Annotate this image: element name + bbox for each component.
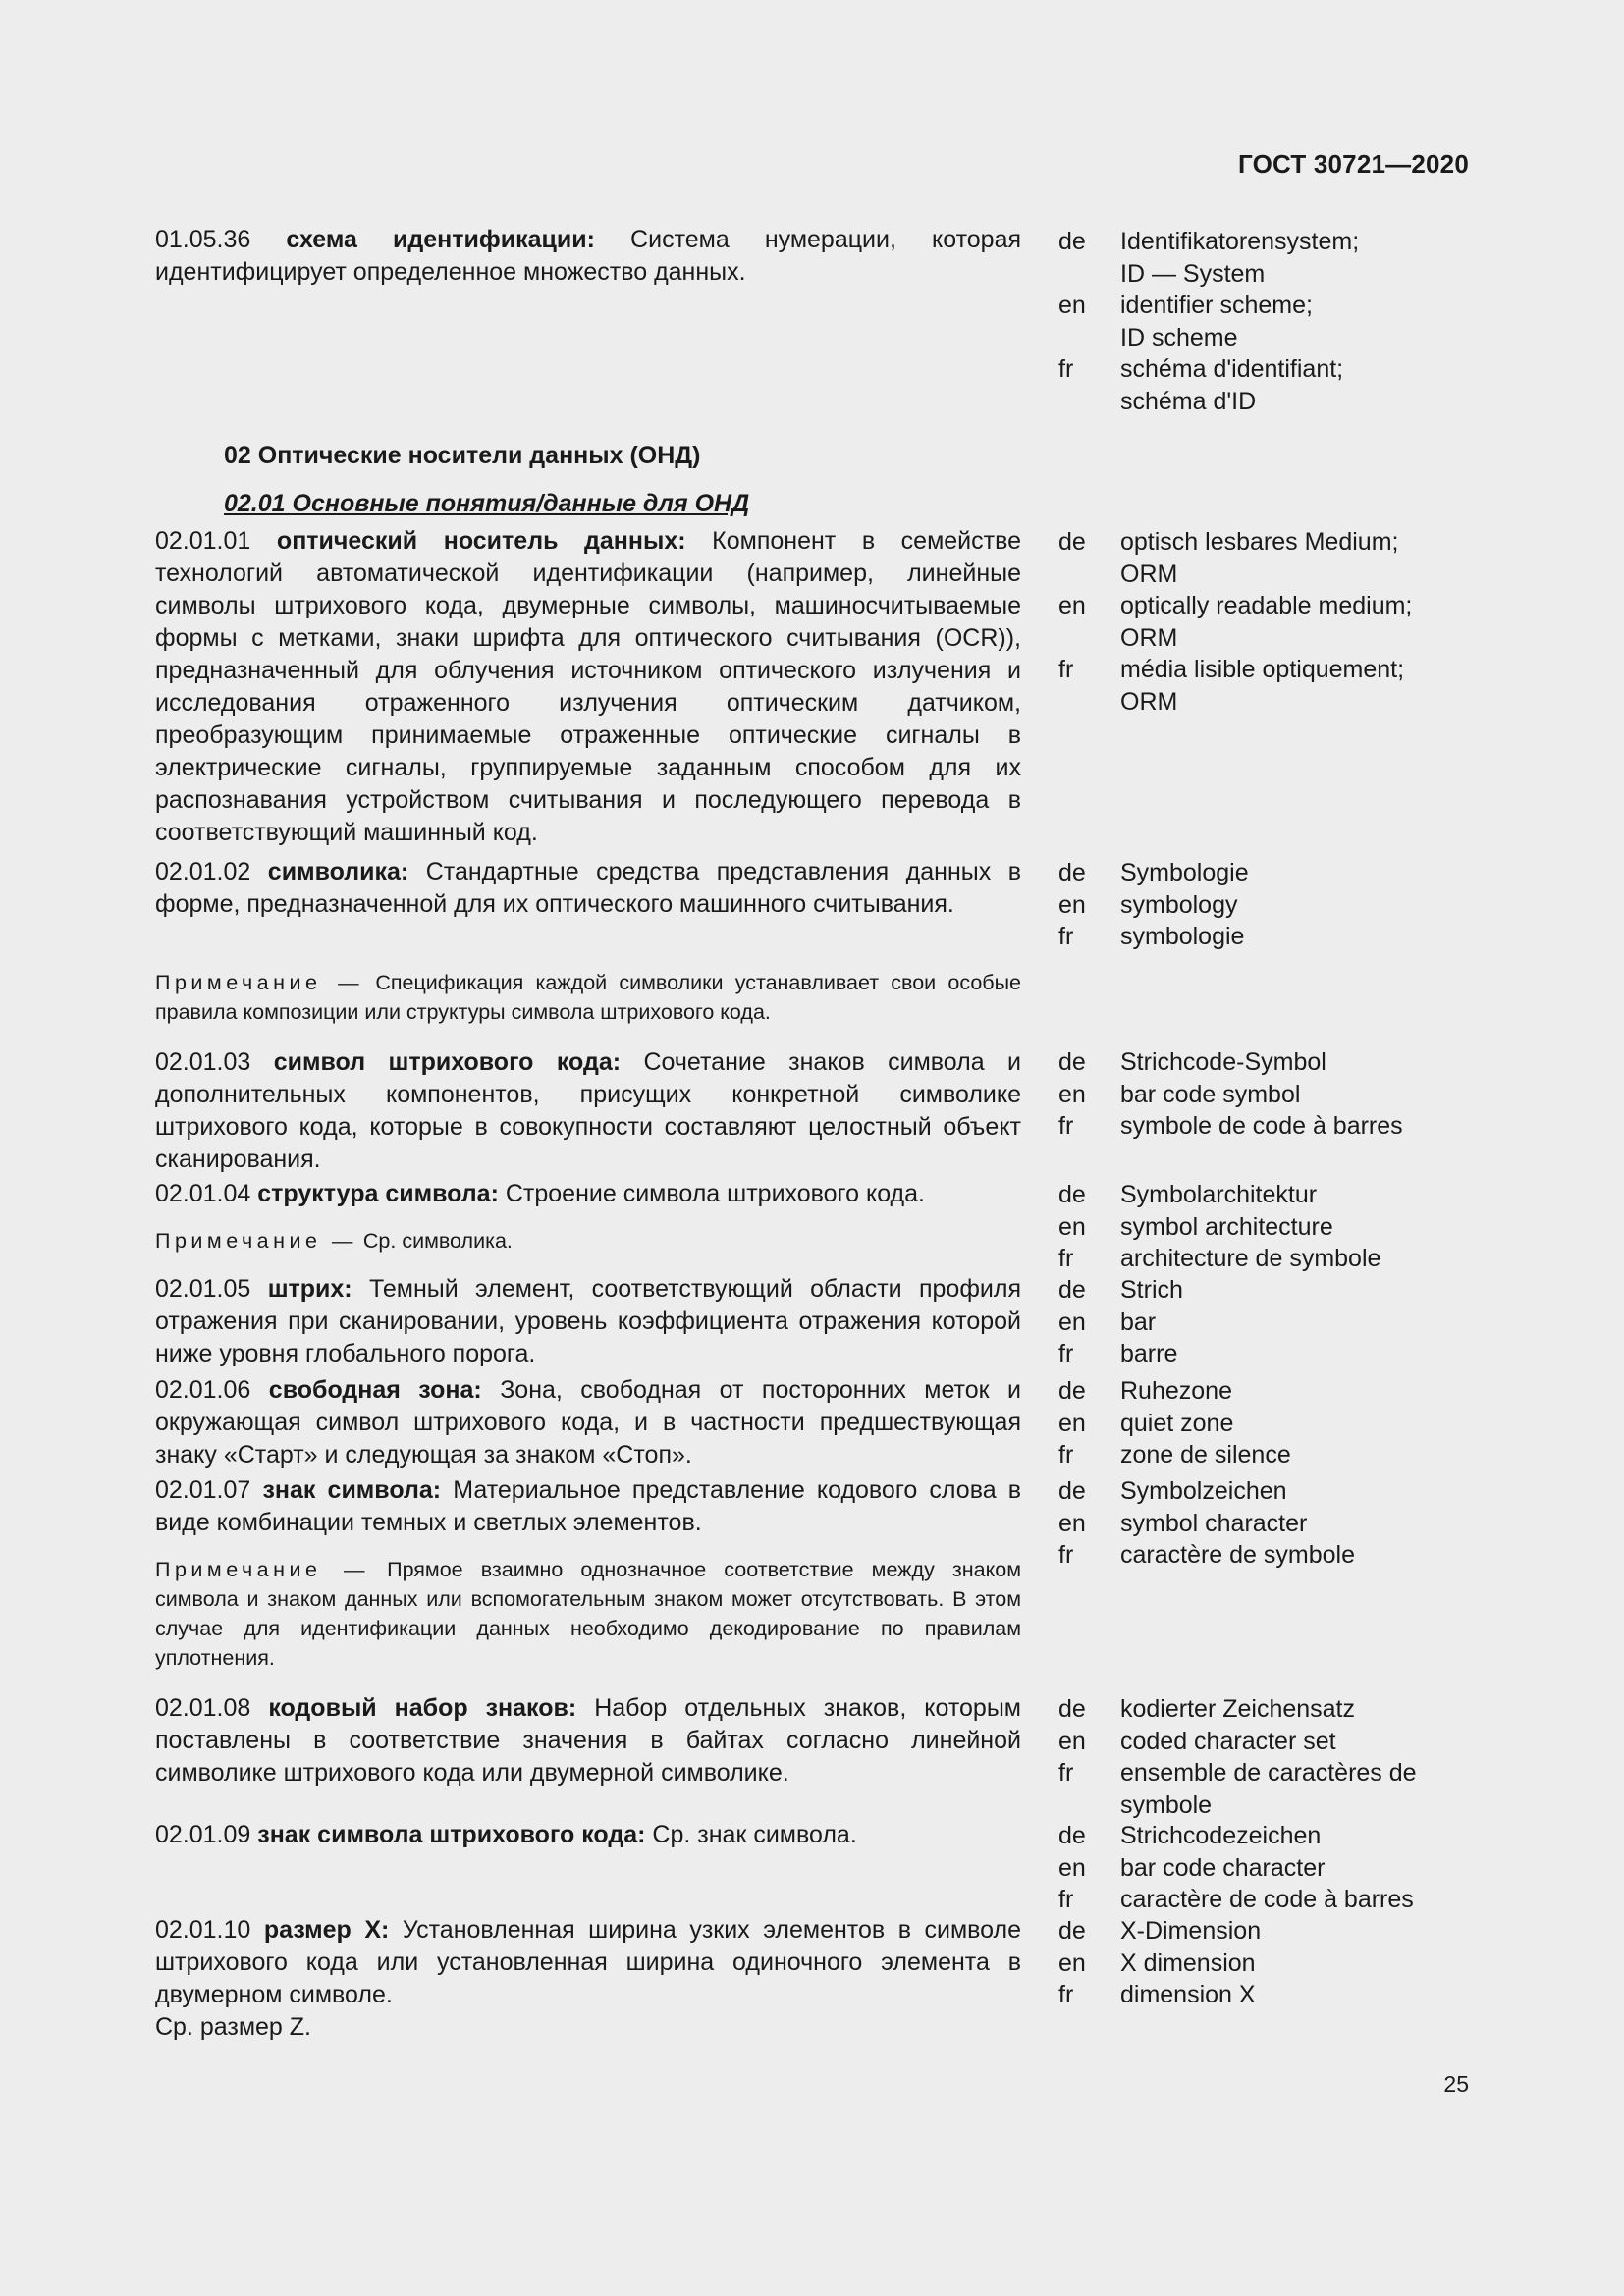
term-translations (1058, 1475, 1471, 1572)
term-definition: Зона, свободная от посторонних меток и окружающая символ штрихового кода, и в частности предшествующая знаку «Старт» и следующая за знаком «Стоп». (155, 1376, 1021, 1468)
translated-term: ensemble de caractères de (1120, 1759, 1417, 1787)
language-code: de (1058, 1181, 1086, 1208)
translated-term: dimension X (1120, 1981, 1256, 2008)
language-code (1058, 622, 1120, 655)
translated-term: schéma d'identifiant; (1120, 355, 1344, 383)
translated-term: ORM (1120, 560, 1178, 588)
translation-row (1058, 1408, 1471, 1440)
term-name: оптический носитель данных: (276, 527, 686, 555)
translated-term: symbology (1120, 890, 1238, 919)
translated-term: Symbolzeichen (1120, 1477, 1287, 1505)
translated-term: kodierter Zeichensatz (1120, 1695, 1356, 1723)
translated-term: Symbolarchitektur (1120, 1181, 1318, 1208)
term-definition: Установленная ширина узких элементов в символе штрихового кода или установленная ширина одиночного элемента в двумерном символе. (155, 1916, 1022, 2008)
language-code: fr (1058, 1340, 1074, 1367)
translation-row (1058, 559, 1471, 591)
term-definition: Набор отдельных знаков, которым поставлены в соответствие значения в байтах согласно линейной символике штрихового кода или двумерной символике. (155, 1694, 1021, 1787)
translated-term: symbol character (1120, 1509, 1308, 1537)
translated-term: barre (1120, 1340, 1178, 1367)
translation-row (1058, 1508, 1471, 1540)
language-code: fr (1058, 1981, 1074, 2008)
translated-term: ID scheme (1120, 323, 1238, 351)
translation-row (1058, 1079, 1471, 1111)
term-entry (155, 525, 1021, 849)
language-code: en (1058, 1853, 1086, 1882)
term-entry (155, 1046, 1021, 1176)
term-definition: Строение символа штрихового кода. (505, 1180, 925, 1207)
language-code: en (1058, 1080, 1086, 1108)
language-code: de (1058, 228, 1086, 255)
language-code (1058, 322, 1120, 354)
note-text: Ср. символика. (362, 1229, 513, 1253)
term-translations (1058, 226, 1471, 417)
language-code: fr (1058, 656, 1074, 683)
term-name: символ штрихового кода: (273, 1048, 622, 1076)
term-crossref: Ср. размер Z. (155, 2013, 311, 2041)
term-number: 02.01.05 (155, 1275, 251, 1303)
term-translations (1058, 1046, 1471, 1143)
translated-term: Symbologie (1120, 859, 1249, 886)
translation-row (1058, 1110, 1471, 1143)
translated-term: symbol architecture (1120, 1212, 1333, 1241)
language-code: de (1058, 1048, 1086, 1076)
language-code: fr (1058, 1441, 1074, 1468)
term-translations (1058, 526, 1471, 718)
language-code: fr (1058, 1541, 1074, 1569)
translated-term: Strich (1120, 1276, 1183, 1304)
translation-row (1058, 1852, 1471, 1885)
page-number: 25 (1443, 2071, 1469, 2097)
translated-term: X dimension (1120, 1949, 1256, 1977)
term-translations (1058, 1693, 1471, 1821)
term-translations (1058, 1915, 1471, 2011)
translation-row (1058, 857, 1471, 889)
translation-row (1058, 1243, 1471, 1275)
translation-row (1058, 322, 1471, 354)
language-code (1058, 559, 1120, 591)
translation-row (1058, 1820, 1471, 1852)
translation-row (1058, 1338, 1471, 1370)
term-entry (155, 1178, 1021, 1210)
language-code: en (1058, 890, 1086, 919)
translation-row (1058, 686, 1471, 719)
translated-term: Ruhezone (1120, 1377, 1232, 1405)
translation-row (1058, 1046, 1471, 1079)
translated-term: coded character set (1120, 1727, 1336, 1755)
term-entry (155, 1819, 1021, 1851)
translated-term: identifier scheme; (1120, 292, 1313, 319)
term-entry (155, 1914, 1021, 2044)
language-code: fr (1058, 1759, 1074, 1787)
language-code: de (1058, 1917, 1086, 1945)
term-number: 02.01.01 (155, 527, 251, 555)
translation-row (1058, 1307, 1471, 1339)
translation-row (1058, 1948, 1471, 1980)
translation-row (1058, 226, 1471, 258)
term-name: схема идентификации: (286, 226, 595, 253)
translation-row (1058, 1979, 1471, 2011)
translation-row (1058, 1693, 1471, 1726)
term-number: 02.01.02 (155, 858, 251, 885)
term-translations (1058, 1274, 1471, 1370)
translation-row (1058, 1439, 1471, 1471)
language-code: fr (1058, 1886, 1074, 1913)
language-code (1058, 386, 1120, 418)
term-translations (1058, 1820, 1471, 1916)
language-code: de (1058, 1822, 1086, 1849)
language-code: en (1058, 292, 1086, 319)
translation-row (1058, 590, 1471, 622)
language-code (1058, 686, 1120, 719)
term-translations (1058, 1375, 1471, 1471)
language-code: en (1058, 1212, 1086, 1241)
translation-row (1058, 258, 1471, 291)
translated-term: schéma d'ID (1120, 387, 1257, 415)
language-code: fr (1058, 355, 1074, 383)
term-number: 02.01.09 (155, 1821, 251, 1848)
translated-term: symbole de code à barres (1120, 1112, 1403, 1140)
translation-row (1058, 353, 1471, 386)
note-text: Прямое взаимно однозначное соответствие между знаком символа и знаком данных или вспомогательным знаком может отсутствовать. В этом случае для идентификации данных необходимо декодирование по правилам уплотнения. (155, 1558, 1021, 1670)
term-note (155, 1226, 1021, 1255)
translated-term: bar code symbol (1120, 1080, 1301, 1108)
translated-term: X-Dimension (1120, 1917, 1262, 1945)
term-number: 01.05.36 (155, 226, 251, 253)
term-entry (155, 1474, 1021, 1539)
translated-term: Identifikatorensystem; (1120, 228, 1360, 255)
language-code: de (1058, 859, 1086, 886)
translation-row (1058, 1179, 1471, 1211)
translated-term: bar (1120, 1308, 1157, 1336)
term-definition: Компонент в семействе технологий автоматической идентификации (например, линейные символы штрихового кода, двумерные символы, машиносчитываемые формы с метками, знаки шрифта для оптического считывания (OCR)), предназначенный для облучения источником оптического излучения и исследования отраженного излучения оптическим датчиком, преобразующим принимаемые отраженные оптические сигналы в электрические сигналы, группируемые заданным способом для их распознавания устройством считывания и последующего перевода в соответствующий машинный код. (155, 527, 1021, 846)
translated-term: zone de silence (1120, 1441, 1291, 1468)
term-name: структура символа: (257, 1180, 499, 1207)
translated-term: ORM (1120, 687, 1178, 716)
language-code (1058, 258, 1120, 291)
language-code: de (1058, 1695, 1086, 1723)
standard-code: ГОСТ 30721—2020 (1238, 149, 1469, 179)
term-definition: Сочетание знаков символа и дополнительных компонентов, присущих конкретной символике штрихового кода, которые в совокупности составляют целостный объект сканирования. (155, 1048, 1022, 1173)
section-title: 02 Оптические носители данных (ОНД) (224, 442, 701, 469)
term-number: 02.01.07 (155, 1476, 251, 1504)
translated-term: ID — System (1120, 259, 1266, 288)
translated-term: Strichcode-Symbol (1120, 1048, 1326, 1076)
translation-row (1058, 1539, 1471, 1572)
language-code: de (1058, 1477, 1086, 1505)
term-entry (155, 1374, 1021, 1471)
translated-term: caractère de symbole (1120, 1541, 1356, 1569)
language-code: en (1058, 1308, 1086, 1336)
translation-row (1058, 654, 1471, 686)
language-code: en (1058, 1949, 1086, 1977)
translation-row (1058, 921, 1471, 953)
language-code: en (1058, 1409, 1086, 1437)
translation-row (1058, 386, 1471, 418)
term-name: знак символа штрихового кода: (257, 1821, 646, 1848)
translated-term: optically readable medium; (1120, 592, 1413, 619)
note-label: Примечание — (155, 1229, 357, 1253)
term-definition: Система нумерации, которая идентифицирует определенное множество данных. (155, 226, 1022, 286)
translation-row (1058, 1757, 1471, 1789)
translation-row (1058, 889, 1471, 922)
translation-row (1058, 1726, 1471, 1758)
translation-row (1058, 290, 1471, 322)
translated-term: symbole (1120, 1790, 1213, 1819)
note-label: Примечание — (155, 971, 364, 994)
term-name: размер X: (263, 1916, 390, 1944)
term-number: 02.01.06 (155, 1376, 251, 1404)
term-translations (1058, 857, 1471, 953)
term-name: свободная зона: (268, 1376, 482, 1404)
translated-term: bar code character (1120, 1853, 1326, 1882)
translation-row (1058, 1211, 1471, 1244)
translated-term: architecture de symbole (1120, 1245, 1381, 1272)
term-definition: Ср. знак символа. (652, 1821, 857, 1848)
translation-row (1058, 1789, 1471, 1822)
term-number: 02.01.04 (155, 1180, 251, 1207)
translated-term: symbologie (1120, 923, 1245, 950)
translation-row (1058, 1915, 1471, 1948)
language-code: en (1058, 592, 1086, 619)
term-definition: Материальное представление кодового слова в виде комбинации темных и светлых элементов. (155, 1476, 1022, 1536)
translated-term: quiet zone (1120, 1409, 1234, 1437)
translated-term: optisch lesbares Medium; (1120, 528, 1399, 556)
term-number: 02.01.03 (155, 1048, 251, 1076)
translated-term: caractère de code à barres (1120, 1886, 1414, 1913)
translation-row (1058, 1375, 1471, 1408)
term-translations (1058, 1179, 1471, 1275)
term-entry (155, 856, 1021, 921)
term-entry (155, 1692, 1021, 1789)
term-name: знак символа: (262, 1476, 442, 1504)
term-name: штрих: (267, 1275, 352, 1303)
language-code: fr (1058, 1245, 1074, 1272)
term-entry (155, 1273, 1021, 1370)
language-code: de (1058, 1276, 1086, 1304)
language-code: de (1058, 1377, 1086, 1405)
term-note (155, 968, 1021, 1027)
language-code: fr (1058, 923, 1074, 950)
translated-term: ORM (1120, 623, 1178, 652)
language-code (1058, 1789, 1120, 1822)
language-code: de (1058, 528, 1086, 556)
language-code: en (1058, 1727, 1086, 1755)
note-text: Спецификация каждой символики устанавливает свои особые правила композиции или структуры символа штрихового кода. (155, 971, 1021, 1024)
note-label: Примечание — (155, 1558, 370, 1581)
translated-term: média lisible optiquement; (1120, 656, 1405, 683)
term-number: 02.01.08 (155, 1694, 251, 1722)
subsection-title: 02.01 Основные понятия/данные для ОНД (224, 490, 750, 517)
translated-term: Strichcodezeichen (1120, 1822, 1322, 1849)
term-entry (155, 224, 1021, 289)
term-definition: Стандартные средства представления данных в форме, предназначенной для их оптического машинного считывания. (155, 858, 1021, 918)
language-code: en (1058, 1509, 1086, 1537)
language-code: fr (1058, 1112, 1074, 1140)
term-name: символика: (267, 858, 409, 885)
translation-row (1058, 1475, 1471, 1508)
term-number: 02.01.10 (155, 1916, 251, 1944)
translation-row (1058, 1274, 1471, 1307)
translation-row (1058, 622, 1471, 655)
translation-row (1058, 526, 1471, 559)
term-definition: Темный элемент, соответствующий области профиля отражения при сканировании, уровень коэффициента отражения которой ниже уровня глобального порога. (155, 1275, 1021, 1367)
translation-row (1058, 1884, 1471, 1916)
term-note (155, 1555, 1021, 1673)
term-name: кодовый набор знаков: (268, 1694, 577, 1722)
